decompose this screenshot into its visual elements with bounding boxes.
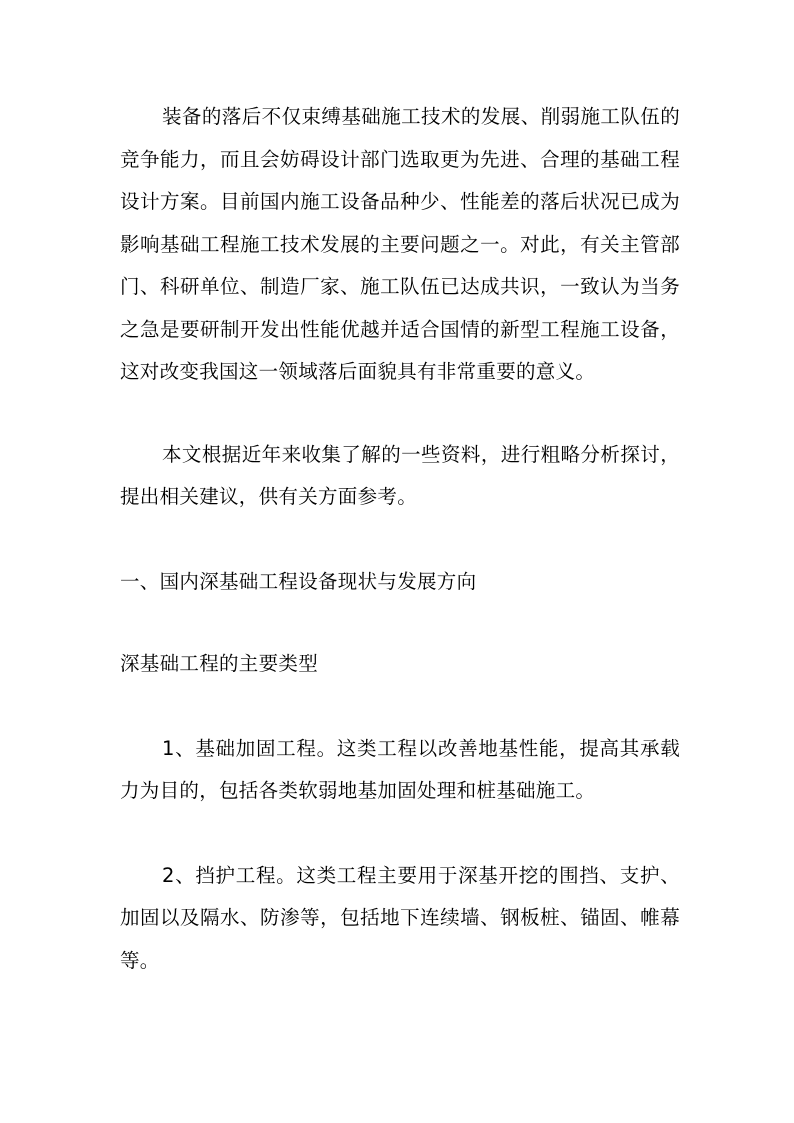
list-paragraph: 1、基础加固工程。这类工程以改善地基性能，提高其承载力为目的，包括各类软弱地基加固处理和桩基础施工。	[120, 736, 680, 802]
body-paragraph: 本文根据近年来收集了解的一些资料，进行粗略分析探讨，提出相关建议，供有关方面参考。	[120, 442, 680, 508]
document-page	[120, 96, 680, 982]
body-paragraph: 装备的落后不仅束缚基础施工技术的发展、削弱施工队伍的竞争能力，而且会妨碍设计部门选取更为先进、合理的基础工程设计方案。目前国内施工设备品种少、性能差的落后状况已成为影响基础工程施工技术发展的主要问题之一。对此，有关主管部门、科研单位、制造厂家、施工队伍已达成共识，一致认为当务之急是要研制开发出性能优越并适合国情的新型工程施工设备，这对改变我国这一领域落后面貌具有非常重要的意义。	[120, 105, 680, 383]
section-heading: 一、国内深基础工程设备现状与发展方向	[120, 569, 477, 593]
subsection-heading: 深基础工程的主要类型	[120, 652, 319, 675]
list-paragraph: 2、挡护工程。这类工程主要用于深基开挖的围挡、支护、加固以及隔水、防渗等，包括地下连续墙、钢板桩、锚固、帷幕等。	[120, 863, 680, 972]
